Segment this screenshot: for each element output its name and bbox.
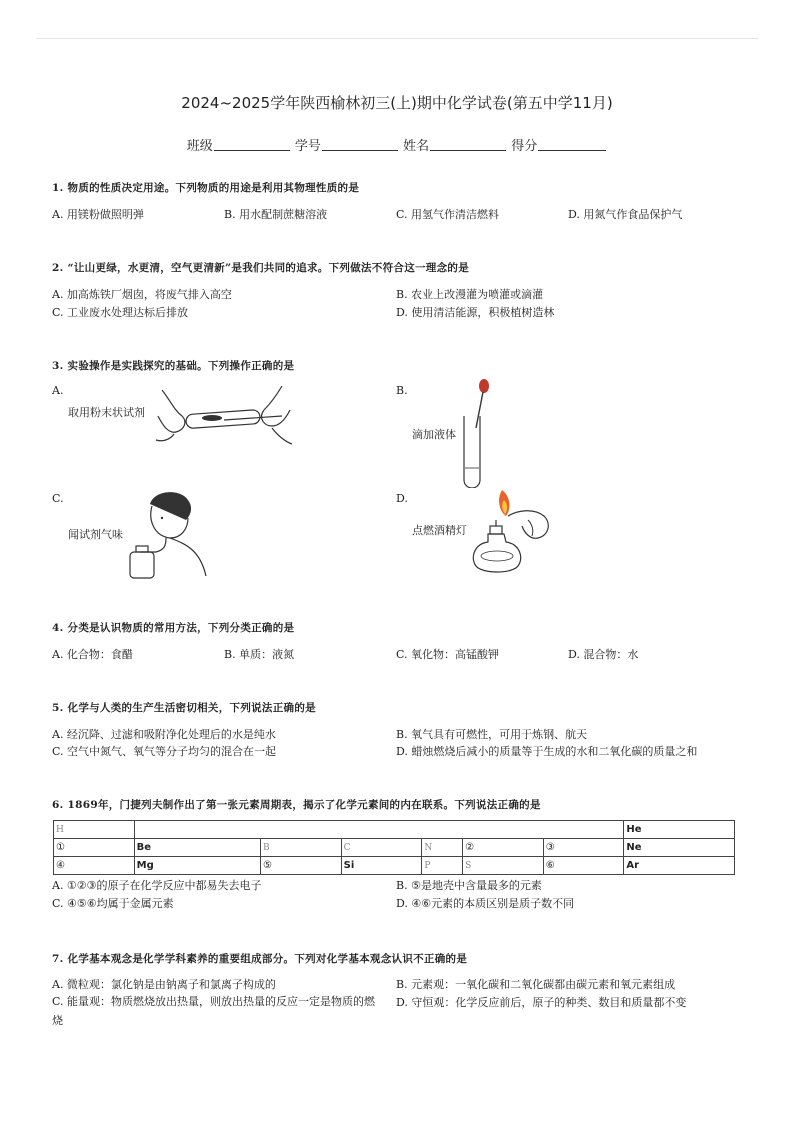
question-4-option-c[interactable]: C. 氧化物：高锰酸钾 — [396, 648, 500, 661]
page-title: 2024~2025学年陕西榆林初三(上)期中化学试卷(第五中学11月) — [181, 94, 613, 112]
powder-reagent-illustration — [154, 380, 294, 446]
question-2-option-c[interactable]: C. 工业废水处理达标后排放 — [52, 306, 189, 319]
periodic-table — [53, 820, 735, 875]
question-7-stem: 7. 化学基本观念是化学学科素养的重要组成部分。下列对化学基本观念认识不正确的是 — [52, 953, 468, 965]
student-id-blank[interactable] — [322, 138, 398, 151]
question-3-stem: 3. 实验操作是实践探究的基础。下列操作正确的是 — [52, 360, 295, 372]
table-cell: Si — [341, 857, 422, 875]
question-4 — [52, 620, 742, 661]
question-1-option-c[interactable]: C. 用氢气作清洁燃料 — [396, 208, 500, 221]
table-cell: N — [422, 839, 463, 857]
table-row — [54, 839, 735, 857]
question-7-option-b[interactable]: B. 元素观：一氧化碳和二氧化碳都由碳元素和氧元素组成 — [396, 978, 676, 991]
table-row — [54, 821, 735, 839]
question-1-option-b[interactable]: B. 用水配制蔗糖溶液 — [224, 208, 328, 221]
question-4-option-d[interactable]: D. 混合物：水 — [568, 648, 639, 661]
question-5-option-b[interactable]: B. 氧气具有可燃性，可用于炼钢、航天 — [396, 728, 588, 741]
table-cell: ④ — [54, 857, 135, 875]
table-cell: Ne — [624, 839, 735, 857]
table-row — [54, 857, 735, 875]
table-cell: ⑤ — [261, 857, 342, 875]
header-rule — [36, 38, 758, 39]
question-5-option-c[interactable]: C. 空气中氮气、氧气等分子均匀的混合在一起 — [52, 745, 277, 758]
table-cell: Ar — [624, 857, 735, 875]
question-6-option-b[interactable]: B. ⑤是地壳中含量最多的元素 — [396, 879, 542, 892]
class-blank[interactable] — [214, 138, 290, 151]
question-6-stem: 6. 1869年，门捷列夫制作出了第一张元素周期表，揭示了化学元素间的内在联系。下列说法正确的是 — [52, 799, 541, 811]
question-2-stem: 2. “让山更绿，水更清，空气更清新”是我们共同的追求。下列做法不符合这一理念的是 — [52, 262, 469, 274]
table-cell: He — [624, 821, 735, 839]
question-4-option-b[interactable]: B. 单质：液氮 — [224, 648, 295, 661]
table-cell: ③ — [543, 839, 624, 857]
question-2 — [52, 260, 742, 319]
question-3-option-b[interactable]: B. — [396, 384, 408, 397]
question-5-stem: 5. 化学与人类的生产生活密切相关，下列说法正确的是 — [52, 702, 316, 714]
question-7 — [52, 951, 742, 1027]
question-7-option-c[interactable]: C. 能量观：物质燃烧放出热量，则放出热量的反应一定是物质的燃烧 — [52, 995, 376, 1027]
question-7-option-a[interactable]: A. 微粒观：氯化钠是由钠离子和氯离子构成的 — [52, 978, 276, 991]
question-3-option-d-label: 点燃酒精灯 — [412, 524, 467, 537]
question-3-option-b-label: 滴加液体 — [412, 428, 456, 441]
table-cell: ⑥ — [543, 857, 624, 875]
question-5 — [52, 700, 742, 758]
question-1-option-d[interactable]: D. 用氮气作食品保护气 — [568, 208, 683, 221]
table-cell: Mg — [134, 857, 260, 875]
table-cell: ② — [463, 839, 544, 857]
question-2-option-b[interactable]: B. 农业上改漫灌为喷灌或滴灌 — [396, 288, 544, 301]
table-cell: P — [422, 857, 463, 875]
question-5-option-a[interactable]: A. 经沉降、过滤和吸附净化处理后的水是纯水 — [52, 728, 276, 741]
table-cell: ① — [54, 839, 135, 857]
question-5-option-d[interactable]: D. 蜡烛燃烧后减小的质量等于生成的水和二氧化碳的质量之和 — [396, 745, 698, 758]
question-4-stem: 4. 分类是认识物质的常用方法，下列分类正确的是 — [52, 622, 295, 634]
smelling-reagent-illustration — [126, 486, 212, 580]
question-3-option-c-label: 闻试剂气味 — [68, 528, 123, 541]
question-1 — [52, 180, 742, 221]
dropper-test-tube-illustration — [460, 376, 500, 488]
question-1-option-a[interactable]: A. 用镁粉做照明弹 — [52, 208, 144, 221]
question-6-option-c[interactable]: C. ④⑤⑥均属于金属元素 — [52, 897, 174, 910]
table-cell: S — [463, 857, 544, 875]
alcohol-lamp-illustration — [468, 486, 558, 578]
score-label: 得分 — [511, 139, 538, 154]
question-3-option-c[interactable]: C. — [52, 492, 64, 505]
score-blank[interactable] — [538, 138, 606, 151]
table-cell: Be — [134, 839, 260, 857]
question-2-option-a[interactable]: A. 加高炼铁厂烟囱，将废气排入高空 — [52, 288, 232, 301]
question-2-option-d[interactable]: D. 使用清洁能源，积极植树造林 — [396, 306, 555, 319]
question-1-stem: 1. 物质的性质决定用途。下列物质的用途是利用其物理性质的是 — [52, 182, 360, 194]
table-cell: B — [261, 839, 342, 857]
class-label: 班级 — [186, 139, 213, 154]
question-6-option-d[interactable]: D. ④⑥元素的本质区别是质子数不同 — [396, 897, 575, 910]
question-3-option-d[interactable]: D. — [396, 492, 408, 505]
question-6-option-a[interactable]: A. ①②③的原子在化学反应中都易失去电子 — [52, 879, 262, 892]
question-4-option-a[interactable]: A. 化合物：食醋 — [52, 648, 133, 661]
question-3 — [52, 358, 742, 588]
table-cell: C — [341, 839, 422, 857]
question-7-option-d[interactable]: D. 守恒观：化学反应前后，原子的种类、数目和质量都不变 — [396, 996, 687, 1009]
table-cell-empty — [134, 821, 624, 839]
name-blank[interactable] — [430, 138, 506, 151]
question-6 — [52, 797, 742, 812]
question-3-option-a-label: 取用粉末状试剂 — [68, 406, 145, 419]
student-info-fields — [0, 135, 794, 154]
question-3-option-a[interactable]: A. — [52, 384, 64, 397]
table-cell: H — [54, 821, 135, 839]
student-id-label: 学号 — [294, 139, 321, 154]
name-label: 姓名 — [403, 139, 430, 154]
